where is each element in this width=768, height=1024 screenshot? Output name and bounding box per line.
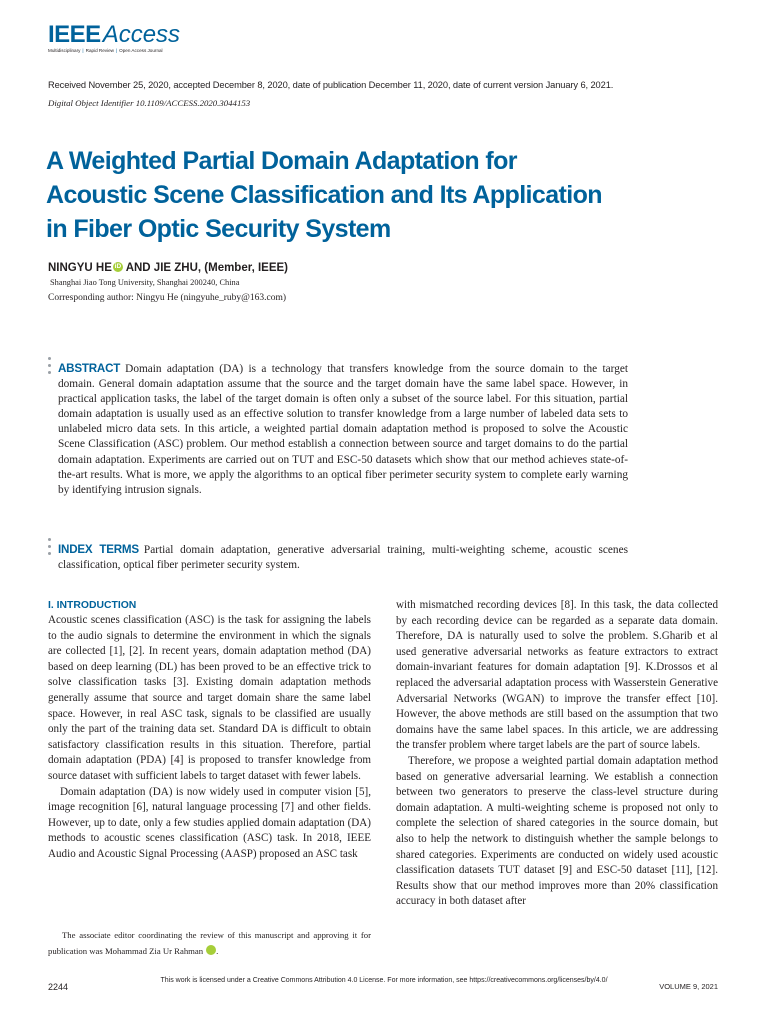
index-terms-dots-icon — [48, 538, 52, 559]
author-rest: AND JIE ZHU, (Member, IEEE) — [125, 262, 288, 274]
paragraph: with mismatched recording devices [8]. In this task, the data collected by each recording device can be regarded as a separate data domain. Therefore, DA is naturally used to solve the problem. S.Gharib et al used generative adversarial networks as feature extractors to extract domain-invariant features for domain adaptation [9]. K.Drossos et al replaced the adversarial adaptation process with Wasserstein Generative Adversarial Networks (WGAN) to improve the transfer effect [10]. However, the above methods are still based on the assumption that two domains have the same label spaces. In this article, we are addressing the transfer problem where target labels are the part of source labels. — [396, 599, 718, 752]
tagline-part: Rapid Review — [85, 48, 114, 53]
tagline-separator: | — [82, 48, 84, 53]
page-number: 2244 — [48, 982, 69, 992]
affiliation: Shanghai Jiao Tong University, Shanghai 200240, China — [50, 278, 240, 287]
right-column — [396, 598, 718, 910]
editor-note-text: The associate editor coordinating the review of this manuscript and approving it for publication was Mohammad Zia Ur Rahman — [48, 930, 371, 956]
tagline-part: Multidisciplinary — [48, 48, 81, 53]
journal-logo — [48, 22, 180, 53]
paragraph: Domain adaptation (DA) is now widely used in computer vision [5], image recognition [6], natural language processing [7] and other fields. However, up to date, only a few studies applied domain adaptation (DA) methods to acoustic scenes classification (ASC) task. In 2018, IEEE Audio and Acoustic Signal Processing (AASP) proposed an ASC task — [48, 785, 371, 860]
tagline-separator: | — [115, 48, 118, 53]
editor-note-end: . — [216, 945, 219, 956]
title-line: A Weighted Partial Domain Adaptation for — [46, 147, 517, 175]
logo-access: Access — [102, 21, 181, 48]
logo-ieee: IEEE — [48, 21, 101, 48]
index-terms — [58, 542, 628, 573]
abstract-text: Domain adaptation (DA) is a technology that transfers knowledge from the source domain to the target domain. General domain adaptation assume that the source and the target domain have the same label space. However, in practical application tasks, the label of the target domain is often only a subset of the source label. For this situation, partial domain adaptation is usually used as an effective solution to transfer knowledge from a large number of labeled data sets to unlabeled micro data sets. In this article, a weighted partial domain adaptation method is proposed to solve the Acoustic Scene Classification (ASC) problem. Our method establish a connection between source and target domains to do the partial domain adaptation. Experiments are carried out on TUT and ESC-50 datasets which show that our method achieves state-of-the-art results. What is more, we apply the algorithms to an optical fiber perimeter security system to complete early warning by identifying intrusion signals. — [58, 363, 628, 496]
tagline-part: Open Access Journal — [119, 48, 163, 53]
author-line — [48, 262, 288, 274]
index-terms-text: Partial domain adaptation, generative adversarial training, multi-weighting scheme, acoustic scenes classification, optical fiber perimeter security system. — [58, 544, 628, 572]
abstract-label: ABSTRACT — [58, 362, 121, 375]
orcid-icon[interactable]: iD — [114, 263, 122, 270]
title-line: Acoustic Scene Classification and Its Application — [46, 181, 602, 209]
volume-label: VOLUME 9, 2021 — [659, 982, 718, 991]
license-notice: This work is licensed under a Creative Commons Attribution 4.0 License. For more information, see https://creativecommons.org/licenses/by/4.0/ — [160, 977, 608, 984]
paper-title — [46, 144, 686, 246]
paragraph: Therefore, we propose a weighted partial domain adaptation method based on generative adversarial learning. We establish a connection between two generators to preserve the class-level structure during domain adaptation. A multi-weighting scheme is proposed not only to complete the selection of shared categories in the source domain, but also to help the network to distinguish whether the sample belongs to shared categories. Experiments are conducted on widely used acoustic classification datasets TUT dataset [9] and ESC-50 dataset [11], [12]. Results show that our method improves more than 20% classification accuracy in both dataset after — [396, 754, 718, 908]
logo-tagline — [48, 48, 180, 53]
paragraph: Acoustic scenes classification (ASC) is the task for assigning the labels to the audio signals to determine the environment in which the signals are collected [1], [2]. In recent years, domain adaptation method (DA) based on deep learning (DL) has been proved to be an effective trick to solve classification tasks [3]. Existing domain adaptation methods generally assume that source and target domain share the same label space. However, in real ASC task, signals to be classified are usually only the part of the training data set. Standard DA is difficult to obtain satisfactory classification results in this situation. Therefore, partial domain adaptation (PDA) [4] is proposed to transfer knowledge from source dataset with sufficient labels to target dataset with fewer labels. — [48, 614, 371, 782]
doi: Digital Object Identifier 10.1109/ACCESS.2020.3044153 — [48, 98, 251, 108]
received-dates: Received November 25, 2020, accepted December 8, 2020, date of publication December 11, 2020, date of current version January 6, 2021. — [48, 80, 614, 90]
orcid-icon[interactable]: iD — [206, 945, 216, 955]
section-heading: I. INTRODUCTION — [48, 600, 137, 611]
index-terms-label: INDEX TERMS — [58, 543, 139, 556]
editor-note — [48, 928, 371, 959]
left-column — [48, 598, 371, 863]
abstract-dots-icon — [48, 357, 52, 378]
author-name: NINGYU HE — [48, 262, 112, 274]
corresponding-author: Corresponding author: Ningyu He (ningyuhe_ruby@163.com) — [48, 293, 287, 303]
title-line: in Fiber Optic Security System — [46, 215, 391, 243]
abstract — [58, 361, 628, 498]
